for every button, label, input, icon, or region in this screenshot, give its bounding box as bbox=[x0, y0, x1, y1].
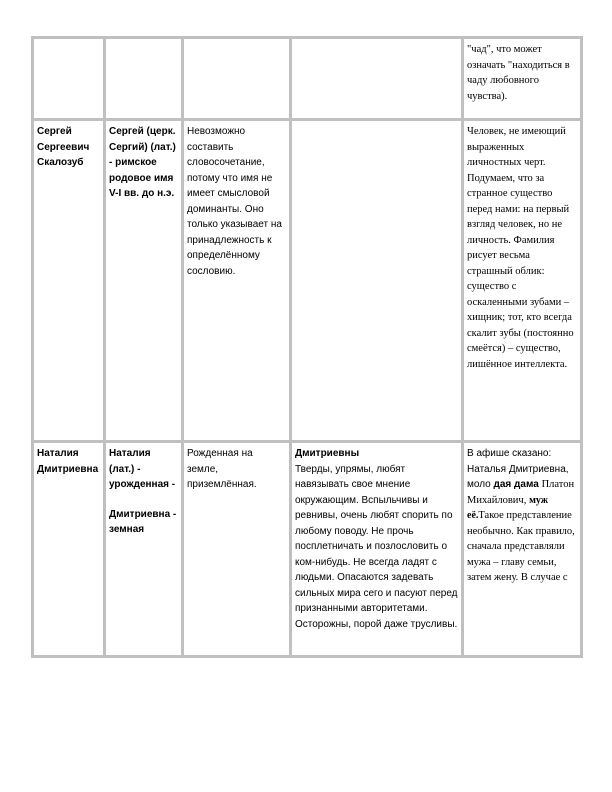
name-meaning-skalozub: Невозможно составить словосочетание, потому что имя не имеет смысловой доминанты. Оно только указывает на принадлежность к определённому сословию. bbox=[187, 126, 282, 277]
patronymic-description: Тверды, упрямы, любят навязывать свое мнение окружающим. Вспыльчивы и ревнивы, очень любят спорить по любому поводу. Не прочь посплетничать и позлословить о ком-нибудь. Не всегда ладят с людьми. Опасаются задевать сильных мира сего и пасуют перед признанными авторитетами. Осторожны, порой даже трусливы. bbox=[295, 463, 458, 630]
row1-origin-cell bbox=[105, 38, 183, 120]
row3-patronymic-cell bbox=[291, 442, 463, 657]
table-row bbox=[33, 38, 582, 120]
table-row bbox=[33, 442, 582, 657]
spacer bbox=[109, 493, 178, 507]
row2-comment-cell bbox=[463, 120, 582, 442]
row1-comment-text: "чад", что может означать "находиться в чаду любовного чувства). bbox=[467, 44, 570, 102]
row2-patronymic-cell bbox=[291, 120, 463, 442]
patronymic-title: Дмитриевны bbox=[295, 448, 360, 459]
character-name-skalozub: Сергей Сергеевич Скалозуб bbox=[37, 126, 90, 168]
row1-meaning-cell bbox=[183, 38, 291, 120]
name-origin-skalozub: Сергей (церк. Сергий) (лат.) - римское родовое имя V-I вв. до н.э. bbox=[109, 126, 176, 199]
row3-name-cell bbox=[33, 442, 105, 657]
character-comment-skalozub: Человек, не имеющий выраженных личностных черт. Подумаем, что за странное существо перед нами: на первый взгляд человек, но не личность. Фамилия рисует весьма страшный облик: существо с оскаленными зубами – хищник; тот, кто всегда скалит зубы (постоянно смеётся) – существо, лишённое интеллекта. bbox=[467, 126, 574, 370]
name-origin-dmitrievna: Дмитриевна - земная bbox=[109, 508, 177, 535]
table-row bbox=[33, 120, 582, 442]
row1-name-cell bbox=[33, 38, 105, 120]
row3-origin-cell bbox=[105, 442, 183, 657]
comment-bold-husband: муж её. bbox=[467, 494, 549, 521]
row2-meaning-cell bbox=[183, 120, 291, 442]
comment-intro: В афише сказано: Наталья Дмитриевна, моло bbox=[467, 448, 569, 490]
name-meaning-natalia: Рожденная на земле, приземлённая. bbox=[187, 448, 257, 490]
characters-table bbox=[31, 36, 583, 658]
character-name-natalia: Наталия Дмитриевна bbox=[37, 448, 99, 475]
row1-patronymic-cell bbox=[291, 38, 463, 120]
row3-meaning-cell bbox=[183, 442, 291, 657]
row3-comment-cell bbox=[463, 442, 582, 657]
row2-origin-cell bbox=[105, 120, 183, 442]
comment-rest: Такое представление необычно. Как правило, сначала представляли мужа – главу семьи, затем жену. В случае с bbox=[467, 510, 575, 583]
row2-name-cell bbox=[33, 120, 105, 442]
comment-bold-young-lady: дая дама bbox=[493, 479, 539, 490]
name-origin-natalia: Наталия (лат.) - урожденная - bbox=[109, 448, 176, 490]
comment-platon: Платон Михайлович, bbox=[467, 479, 575, 506]
row1-comment-cell bbox=[463, 38, 582, 120]
